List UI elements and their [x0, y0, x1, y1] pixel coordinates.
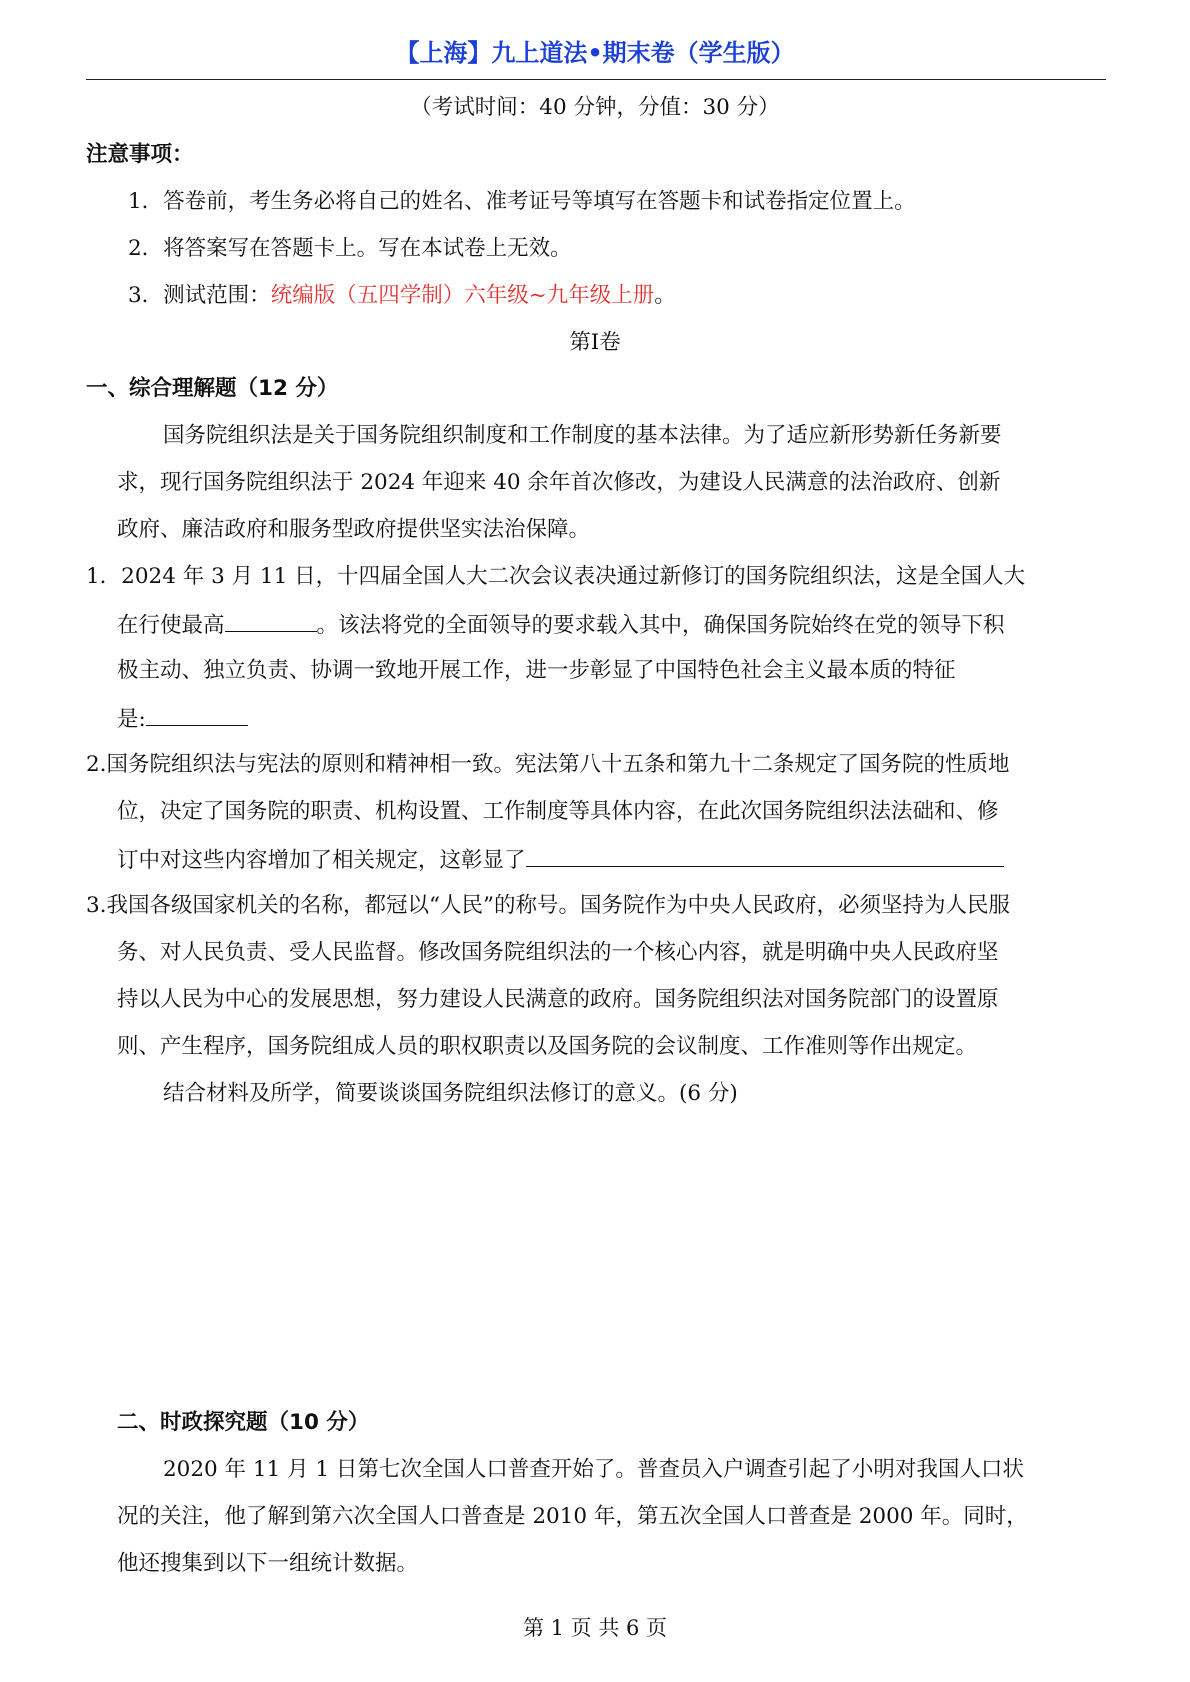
question-2-line: 2.国务院组织法与宪法的原则和精神相一致。宪法第八十五条和第九十二条规定了国务院的性质地	[86, 752, 1010, 777]
section1-intro-line: 政府、廉洁政府和服务型政府提供坚实法治保障。	[117, 517, 591, 542]
question-3-line: 持以人民为中心的发展思想，努力建设人民满意的政府。国务院组织法对国务院部门的设置原	[117, 987, 999, 1012]
section2-text-line: 2020 年 11 月 1 日第七次全国人口普查开始了。普查员入户调查引起了小明对我国人口状	[163, 1457, 1024, 1482]
question-3-line: 务、对人民负责、受人民监督。修改国务院组织法的一个核心内容，就是明确中央人民政府坚	[117, 940, 999, 965]
question-2-line	[117, 844, 1004, 876]
question-1-line	[117, 609, 1005, 641]
question-1-line: 极主动、独立负责、协调一致地开展工作，进一步彰显了中国特色社会主义最本质的特征	[117, 658, 956, 683]
notice-item-3-suffix: 。	[654, 283, 676, 308]
question-1-text: 在行使最高	[117, 613, 225, 638]
section2-text-line: 况的关注，他了解到第六次全国人口普查是 2010 年，第五次全国人口普查是 2000 年。同时，	[117, 1504, 1028, 1529]
question-3-line: 则、产生程序，国务院组成人员的职权职责以及国务院的会议制度、工作准则等作出规定。	[117, 1034, 978, 1059]
notice-item-1: 1．答卷前，考生务必将自己的姓名、准考证号等填写在答题卡和试卷指定位置上。	[128, 189, 916, 214]
volume-label: 第Ⅰ卷	[569, 330, 621, 355]
page-number: 第 1 页 共 6 页	[522, 1616, 668, 1640]
question-1-line	[117, 703, 248, 735]
question-2-line: 位，决定了国务院的职责、机构设置、工作制度等具体内容，在此次国务院组织法法础和、修	[117, 799, 999, 824]
section1-heading: 一、综合理解题（12 分）	[86, 376, 339, 401]
question-2-text: 订中对这些内容增加了相关规定，这彰显了	[117, 848, 526, 873]
section2-text-line: 他还搜集到以下一组统计数据。	[117, 1551, 419, 1576]
question-1-text: 是:	[117, 707, 146, 732]
answer-blank-1[interactable]	[225, 609, 317, 632]
question-3-line: 3.我国各级国家机关的名称，都冠以“人民”的称号。国务院作为中央人民政府，必须坚持为人民服	[86, 893, 1011, 918]
question-1-text: 。该法将党的全面领导的要求载入其中，确保国务院始终在党的领导下积	[316, 613, 1005, 638]
section2-heading: 二、时政探究题（10 分）	[117, 1410, 370, 1435]
header-divider	[86, 79, 1106, 80]
question-3-prompt: 结合材料及所学，简要谈谈国务院组织法修订的意义。(6 分)	[163, 1081, 738, 1106]
notice-item-3-prefix: 3．测试范围：	[128, 283, 271, 308]
answer-blank-3[interactable]	[526, 844, 1004, 867]
notice-item-2: 2．将答案写在答题卡上。写在本试卷上无效。	[128, 236, 572, 261]
notice-item-3	[128, 281, 676, 311]
test-scope: 统编版（五四学制）六年级~九年级上册	[270, 283, 655, 308]
exam-info: （考试时间：40 分钟，分值：30 分）	[410, 95, 780, 120]
question-1-line: 1．2024 年 3 月 11 日，十四届全国人大二次会议表决通过新修订的国务院组织法，这是全国人大	[86, 564, 1026, 589]
section1-intro-line: 求，现行国务院组织法于 2024 年迎来 40 余年首次修改，为建设人民满意的法治政府、创新	[117, 470, 1001, 495]
document-header-title: 【上海】九上道法•期末卷（学生版）	[395, 39, 795, 67]
notice-heading: 注意事项：	[86, 142, 194, 167]
answer-blank-2[interactable]	[146, 703, 248, 726]
section1-intro-line: 国务院组织法是关于国务院组织制度和工作制度的基本法律。为了适应新形势新任务新要	[163, 423, 1002, 448]
